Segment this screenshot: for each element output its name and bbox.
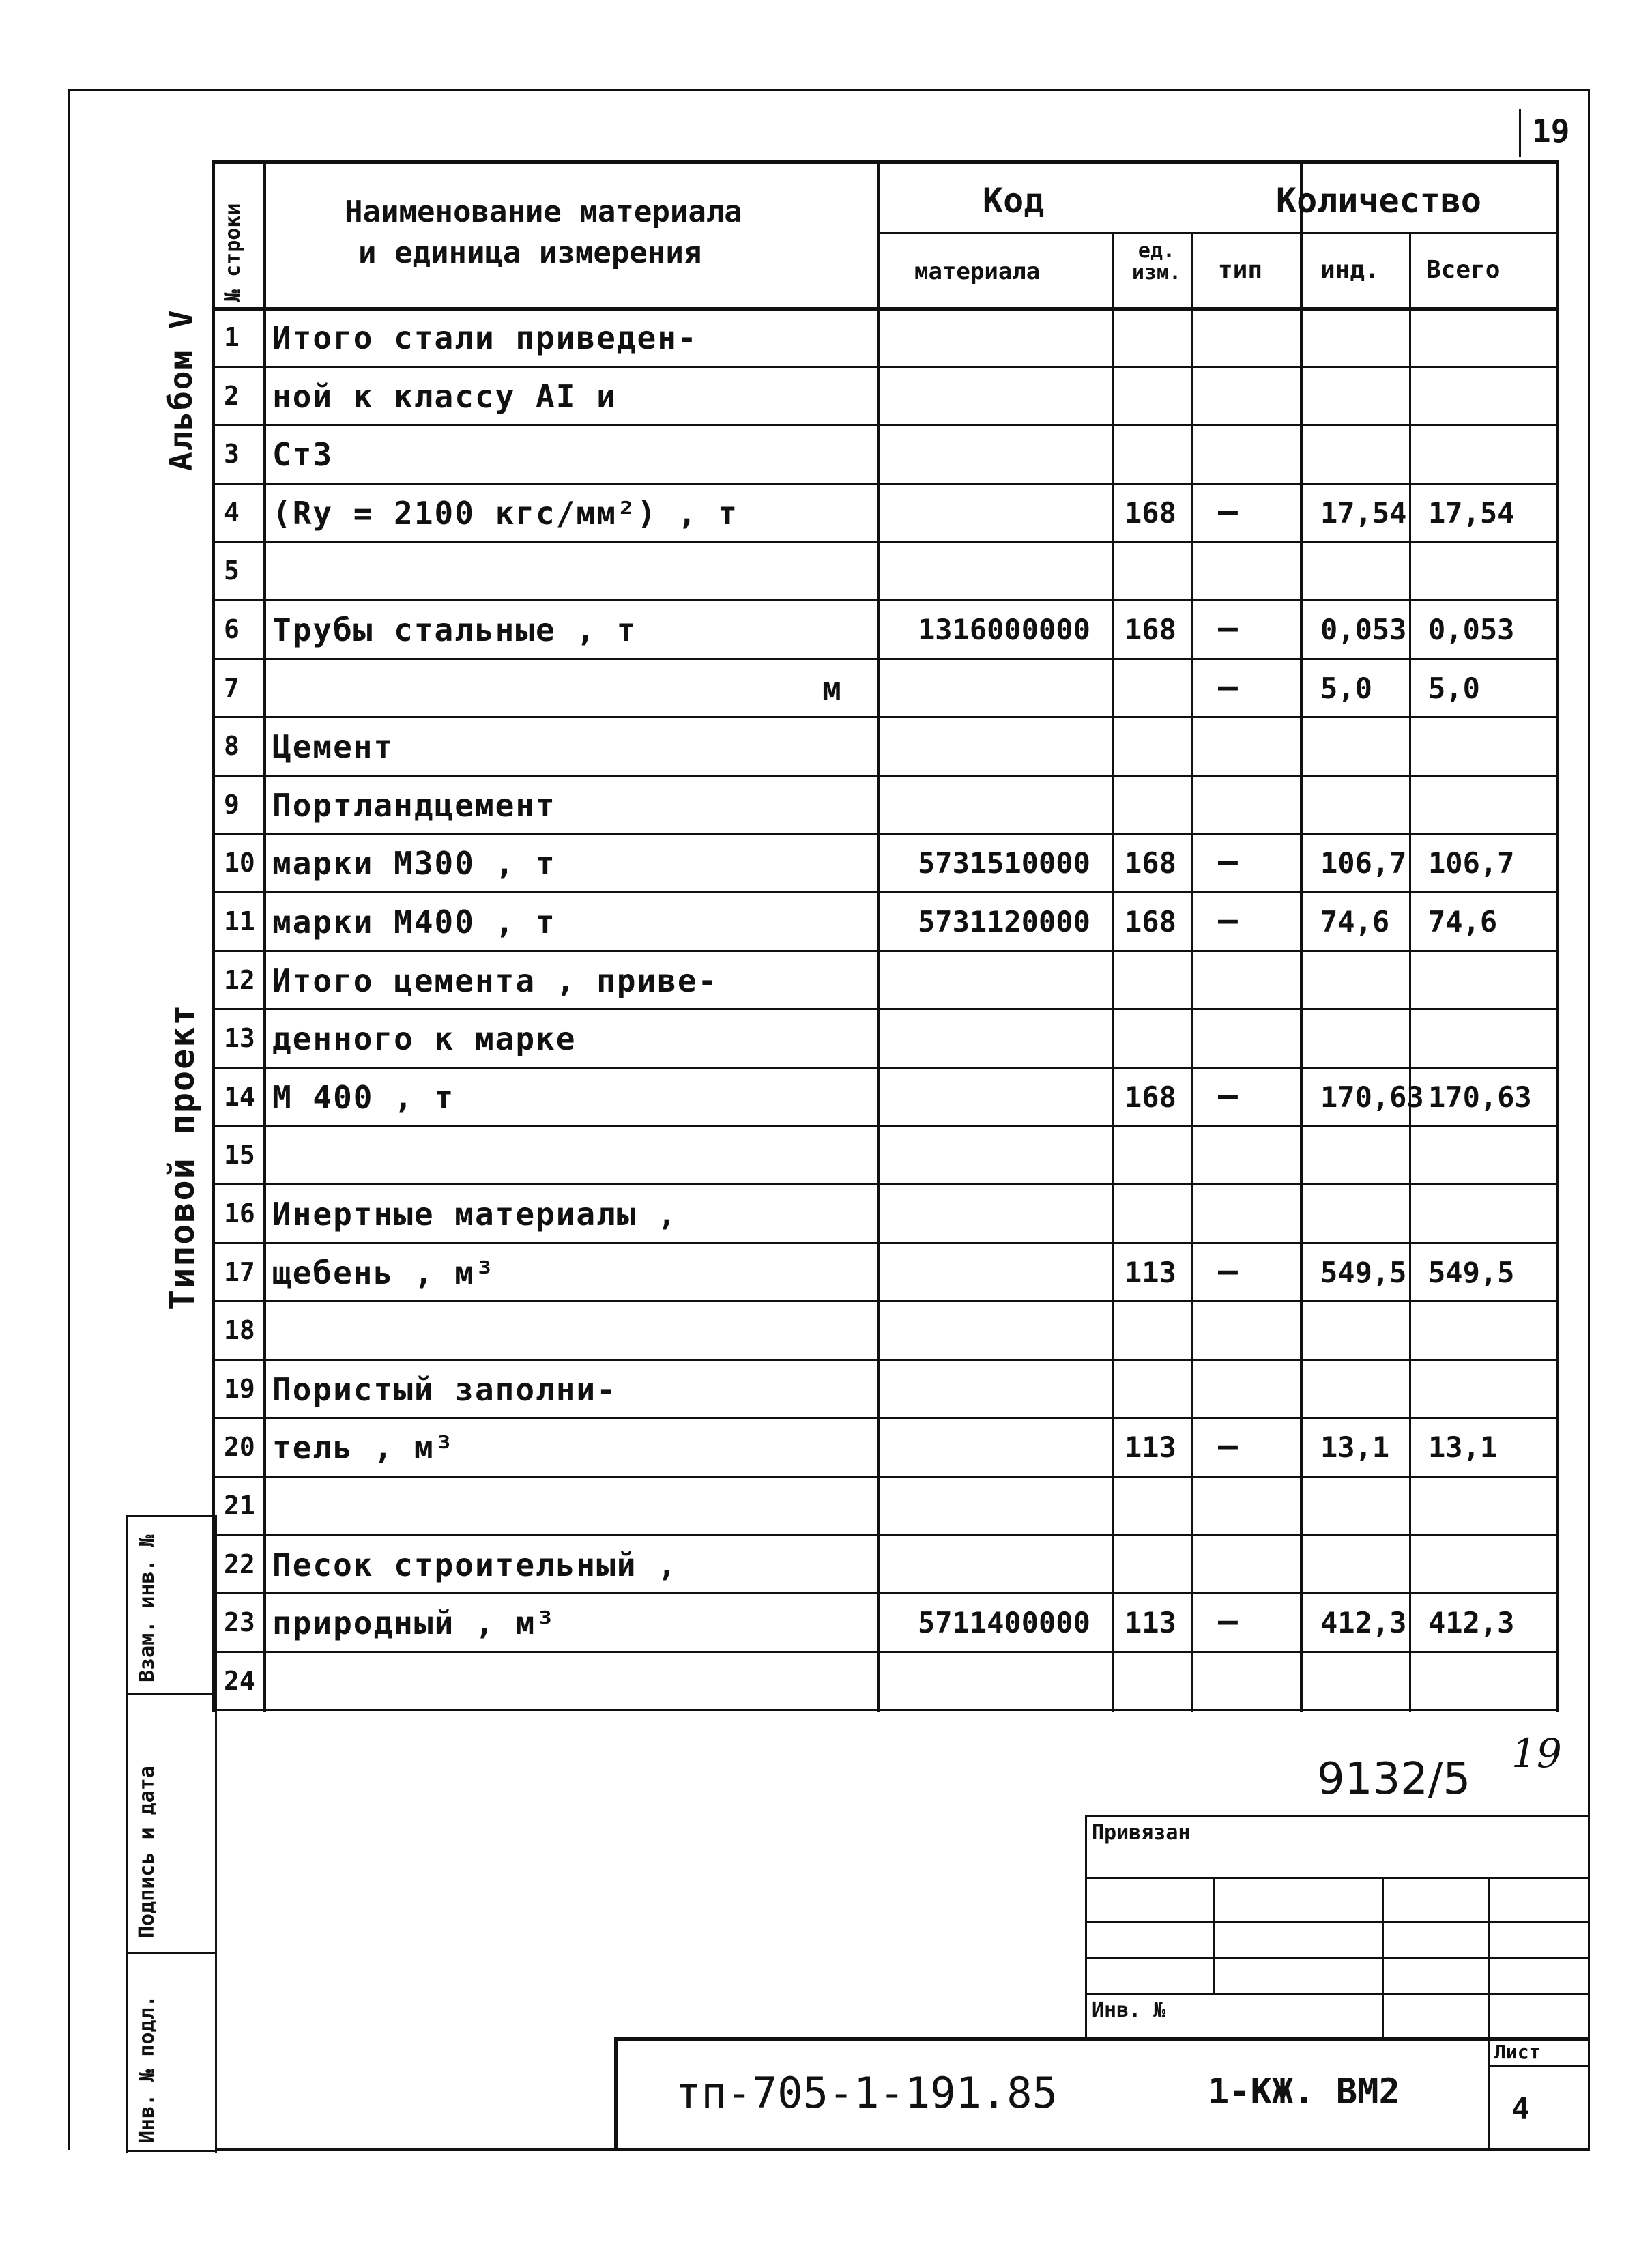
row-type: — <box>1218 1076 1238 1115</box>
column-line <box>877 160 880 1712</box>
privyazan-label: Привязан <box>1092 1821 1191 1845</box>
handwritten-number: 9132/5 <box>1317 1754 1471 1805</box>
row-type: — <box>1218 1602 1238 1641</box>
list-label: Лист <box>1494 2041 1541 2063</box>
row-divider <box>212 1125 1556 1127</box>
row-divider <box>212 1300 1556 1302</box>
row-divider <box>212 1476 1556 1478</box>
row-type: — <box>1218 1251 1238 1290</box>
header-bottom-line <box>212 307 1556 311</box>
row-divider <box>212 833 1556 835</box>
row-total: 17,54 <box>1428 495 1515 530</box>
row-ind: 549,5 <box>1320 1255 1407 1289</box>
handwritten-sheet: 19 <box>1511 1730 1562 1777</box>
header-code-unit: ед. изм. <box>1131 239 1182 285</box>
priv-row-3 <box>1085 1957 1590 1959</box>
row-divider <box>212 1242 1556 1244</box>
priv-row-1 <box>1085 1877 1590 1879</box>
row-code: 5731510000 <box>918 846 1090 880</box>
row-total: 13,1 <box>1428 1431 1498 1465</box>
row-ind: 106,7 <box>1320 846 1407 880</box>
project-label: Типовой проект <box>162 1003 202 1310</box>
row-name: Итого стали приведен- <box>272 319 698 356</box>
row-name: Ст3 <box>272 436 334 474</box>
row-number: 6 <box>224 614 240 644</box>
header-code-material: материала <box>914 258 1041 285</box>
row-ind: 412,3 <box>1320 1606 1407 1640</box>
row-name: м <box>822 670 843 707</box>
column-line <box>1556 160 1559 1712</box>
row-number: 15 <box>224 1140 255 1170</box>
column-line <box>1300 160 1303 1712</box>
row-ind: 13,1 <box>1320 1431 1390 1465</box>
column-line <box>212 160 215 1712</box>
row-number: 7 <box>224 672 240 703</box>
row-total: 549,5 <box>1428 1255 1515 1289</box>
row-divider <box>212 483 1556 485</box>
title-left <box>614 2037 618 2150</box>
row-total: 106,7 <box>1428 846 1515 880</box>
row-name: Цемент <box>272 728 394 766</box>
priv-col-2 <box>1382 1877 1384 2041</box>
row-divider <box>212 1183 1556 1185</box>
priv-top <box>1085 1815 1590 1817</box>
row-divider <box>212 1417 1556 1419</box>
row-name: марки М300 , т <box>272 845 556 882</box>
row-total: 74,6 <box>1428 905 1498 938</box>
header-code: Код <box>983 181 1045 220</box>
column-line <box>1191 232 1193 1712</box>
row-name: Итого цемента , приве- <box>272 962 719 999</box>
priv-row-2 <box>1085 1921 1590 1923</box>
row-unit: 168 <box>1125 905 1176 938</box>
row-divider <box>212 891 1556 893</box>
row-divider <box>212 1359 1556 1361</box>
row-name: Пористый заполни- <box>272 1370 617 1408</box>
priv-row-4 <box>1085 1993 1590 1995</box>
row-name: марки М400 , т <box>272 904 556 940</box>
row-number: 20 <box>224 1432 255 1463</box>
row-unit: 113 <box>1125 1606 1176 1640</box>
row-divider <box>212 716 1556 718</box>
column-line <box>263 160 266 1712</box>
title-list-row <box>1488 2065 1590 2067</box>
stamp-row-0 <box>126 1515 215 1517</box>
column-line <box>1409 232 1411 1712</box>
row-unit: 168 <box>1125 613 1176 646</box>
table-top-line <box>212 160 1556 164</box>
row-number: 2 <box>224 380 240 411</box>
row-code: 5711400000 <box>918 1606 1090 1640</box>
row-unit: 113 <box>1125 1255 1176 1289</box>
stamp-row-1 <box>126 1693 215 1695</box>
row-divider <box>212 1709 1556 1711</box>
row-ind: 74,6 <box>1320 905 1390 938</box>
row-divider <box>212 1592 1556 1594</box>
row-number: 22 <box>224 1549 255 1579</box>
row-number: 4 <box>224 497 240 528</box>
row-number: 1 <box>224 322 240 352</box>
row-name: (Ry = 2100 кгс/мм²) , т <box>272 494 738 532</box>
sheet-number: 19 <box>1532 113 1570 149</box>
column-line <box>1112 232 1114 1712</box>
row-divider <box>212 775 1556 777</box>
row-unit: 168 <box>1125 495 1176 530</box>
row-name: щебень , м³ <box>272 1254 495 1291</box>
row-divider <box>212 1067 1556 1069</box>
row-unit: 113 <box>1125 1431 1176 1465</box>
stamp-row-3 <box>126 2150 215 2152</box>
row-total: 0,053 <box>1428 613 1515 646</box>
stamp-row-2 <box>126 1952 215 1954</box>
priv-col-1 <box>1213 1877 1215 1993</box>
row-divider <box>212 1534 1556 1536</box>
row-code: 5731120000 <box>918 905 1090 938</box>
header-q-type: тип <box>1218 256 1263 284</box>
row-name: Инертные материалы , <box>272 1196 678 1233</box>
row-divider <box>212 541 1556 543</box>
row-number: 9 <box>224 789 240 820</box>
doc-code: тп-705-1-191.85 <box>676 2068 1058 2118</box>
row-unit: 168 <box>1125 846 1176 880</box>
row-ind: 5,0 <box>1320 671 1372 705</box>
header-q-total: Всего <box>1426 256 1501 284</box>
row-number: 16 <box>224 1198 255 1228</box>
row-name: Портландцемент <box>272 786 556 824</box>
header-q-ind: инд. <box>1320 256 1380 284</box>
row-number: 14 <box>224 1081 255 1112</box>
row-number: 10 <box>224 848 255 878</box>
header-row-number: № строки <box>221 203 245 302</box>
row-divider <box>212 1651 1556 1653</box>
footer-left-border <box>215 1515 217 2153</box>
stamp-col-divider <box>126 1515 128 2153</box>
row-divider <box>212 366 1556 368</box>
row-number: 19 <box>224 1373 255 1404</box>
row-number: 23 <box>224 1607 255 1638</box>
header-name-line-2: и единица измерения <box>358 235 702 270</box>
stamp-label-podpis: Подпись и дата <box>135 1766 159 1938</box>
stamp-label-vzam: Взам. инв. № <box>135 1534 159 1682</box>
row-code: 1316000000 <box>918 613 1090 646</box>
header-quantity: Количество <box>1276 181 1482 220</box>
row-type: — <box>1218 1426 1238 1465</box>
row-name: денного к марке <box>272 1020 577 1058</box>
row-name: М 400 , т <box>272 1078 455 1116</box>
row-total: 412,3 <box>1428 1606 1515 1640</box>
row-number: 21 <box>224 1491 255 1521</box>
doc-mark: 1-КЖ. ВМ2 <box>1208 2071 1400 2112</box>
title-top <box>614 2037 1590 2041</box>
row-type: — <box>1218 901 1238 939</box>
row-ind: 17,54 <box>1320 495 1407 530</box>
header-name-line-1: Наименование материала <box>345 195 742 229</box>
row-number: 13 <box>224 1023 255 1054</box>
row-unit: 168 <box>1125 1080 1176 1114</box>
row-number: 18 <box>224 1315 255 1346</box>
list-value: 4 <box>1511 2092 1530 2127</box>
row-name: природный , м³ <box>272 1605 556 1642</box>
row-divider <box>212 599 1556 601</box>
row-type: — <box>1218 842 1238 881</box>
row-type: — <box>1218 609 1238 647</box>
row-divider <box>212 658 1556 660</box>
row-number: 11 <box>224 906 255 936</box>
row-divider <box>212 1008 1556 1010</box>
title-list-divider <box>1488 2037 1490 2150</box>
row-ind: 170,63 <box>1320 1080 1424 1114</box>
row-name: Песок строительный , <box>272 1546 678 1583</box>
row-type: — <box>1218 491 1238 530</box>
row-total: 170,63 <box>1428 1080 1532 1114</box>
stamp-label-inv: Инв. № подл. <box>135 1995 159 2143</box>
row-name: ной к классу АI и <box>272 377 617 415</box>
priv-left <box>1085 1815 1087 2041</box>
priv-col-3 <box>1488 1877 1490 2041</box>
row-number: 24 <box>224 1665 255 1696</box>
row-total: 5,0 <box>1428 671 1480 705</box>
row-ind: 0,053 <box>1320 613 1407 646</box>
row-number: 12 <box>224 964 255 995</box>
album-label: Альбом V <box>162 308 199 471</box>
row-name: тель , м³ <box>272 1429 455 1467</box>
row-number: 3 <box>224 439 240 470</box>
row-number: 5 <box>224 556 240 586</box>
row-name: Трубы стальные , т <box>272 612 637 648</box>
row-type: — <box>1218 667 1238 706</box>
row-divider <box>212 424 1556 426</box>
row-number: 8 <box>224 731 240 762</box>
row-number: 17 <box>224 1256 255 1287</box>
inv-no-label: Инв. № <box>1092 1998 1166 2022</box>
footer-bottom <box>215 2148 1590 2151</box>
header-mid-line <box>877 232 1556 234</box>
row-divider <box>212 950 1556 952</box>
